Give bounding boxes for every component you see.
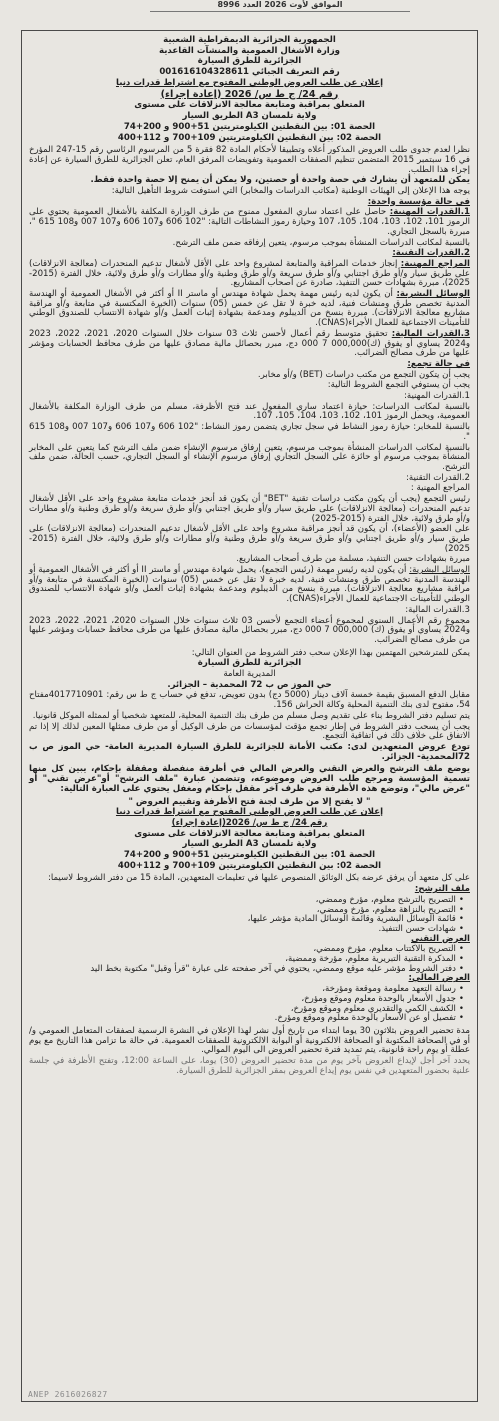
single-human-text: أن يكون لديه رئيس مهمة يحمل شهادة مهندس أو ماستر II أو أكثر في الأشغال العمومية أو الهندسة المدنية تخصص طرق ومنشآت فنية، لديه خبرة لا تقل عن خمس (05) سنوات (الخبرة المكتسبة في متابعة و/أو مراقبة مشاريع معالجة الانزلاقات). مبررة بنسخ من الديبلوم ومدعمة بشهادة إثبات العمل و/أو شهادة الانتساب للصندوق الوطني للتأمينات الاجتماعية للعمال الأجراء(CNAS).	[29, 289, 470, 329]
list-item: • المذكرة التقنية التبريرية معلوم، مؤرخة وممضية،	[29, 955, 464, 965]
group-references-label: المراجع المهنية :	[410, 483, 470, 494]
candidature-list	[29, 896, 470, 935]
list-item: • الكشف الكمي والتقديري معلوم وموقع ومؤرخ،	[29, 1005, 464, 1015]
award-rule: يمكن للمتعهد أن يشارك في حصة واحدة أو حصتين، ولا يمكن أن يمنح إلا حصة واحدة فقط.	[90, 175, 470, 186]
agency-line: الجزائرية للطرق السيارة	[197, 56, 302, 67]
group-conditions-intro: يجب أن يستوفي التجمع الشروط التالية:	[327, 380, 470, 391]
group-human-label: الوسائل البشرية:	[409, 565, 470, 576]
lot-2: الحصة 02: بين النقطتين الكيلومتريتين 109+700 و 112+400	[117, 132, 382, 143]
list-item: • رسالة التعهد معلومة وموقعة ومؤرخة،	[29, 985, 464, 995]
financial-offer-heading: العرض المالي:	[408, 973, 470, 984]
list-item: • التصريح بالاكتتاب معلوم، مؤرخ وممضي،	[29, 945, 464, 955]
announcement-subject: المتعلق بمراقبة ومتابعة معالجة الانزلاقات على مستوى	[134, 100, 365, 111]
announcement-location: ولاية تلمسان A3 الطريق السيار	[182, 111, 317, 122]
single-professional	[29, 208, 470, 237]
group-financial-text: مجموع رقم الأعمال السنوي لمجموع أعضاء التجمع لأحسن 03 ثلاث سنوات خلال السنوات 2020، 2021، 2022، 2023 و2024 يساوي أو يفوق (ك) 000,000 7 000 دج، مبرر بحصائل مالية مصادق عليها من طرف محافظ حسابات ومؤشر عليها من طرف مصالح الضرائب.	[29, 615, 471, 645]
single-firm-heading: في حالة مؤسسة واحدة:	[367, 196, 470, 207]
anep-code: ANEP 2616026827	[28, 1390, 108, 1399]
envelope-lot-1: الحصة 01: بين النقطتين الكيلومتريتين 51+900 و 200+74	[123, 850, 376, 861]
envelope-notice: " لا يفتح إلا من طرف لجنة فتح الأظرفة وتقييم العروض "	[128, 796, 371, 807]
list-item: • شهادات حسن التنفيذ.	[29, 925, 464, 935]
envelope-reference: رقم 24/ ج ط س/ 2026(إعادة إجراء)	[171, 817, 328, 828]
withdrawal-group-rule: يجب أن يسحب دفتر الشروط في إطار تجمع مؤقت لمؤسسات من طرف الوكيل أو من طرف ممثلها المعين لذلك إلا إذا تم الاتفاق على خلاف ذلك في اتفاقية التجمع.	[29, 721, 470, 742]
intro-context: نظرا لعدم جدوى طلب العروض المذكور أعلاه وتطبيقا لأحكام المادة 82 فقرة 5 من المرسوم الرئاسي رقم 15-247 المؤرخ في 16 سبتمبر 2015 المتضمن تنظيم الصفقات العمومية وتفويضات المرفق العام، تعلن الجزائرية للطرق السيارة عن إعادة إجراء هذا الطلب.	[29, 145, 470, 175]
group-decree-note: بالنسبة لمكاتب الدراسات المنشأة بموجب مرسوم، يتعين إرفاق مرسوم الإنشاء ضمن ملف الترشح كما يتعين على المخابر المنشأة بموجب مرسوم أو حائزة على السجل التجاري إرفاق مرسوم الإنشاء أو السجل التجاري، حسب الحالة، ضمن ملف الترشح.	[29, 442, 470, 472]
withdrawal-intro: يمكن للمترشحين المهتمين بهذا الإعلان سحب دفتر الشروط من العنوان التالي:	[191, 647, 470, 658]
single-references-text: إنجاز خدمات المراقبة والمتابعة لمشروع واحد على الأقل لأشغال تدعيم المنحدرات (معالجة الانزلاقات) على طريق سيار و/أو طرق اجتنابي و/أو طرق سريعة و/أو طرق وطنية و/أو مطارات و/أو طرق ولائية، خلال الفترة (2015-2025)، مبررة بشهادات حسن التنفيذ، صادرة عن أصحاب المشاريع.	[29, 258, 470, 289]
single-human	[29, 290, 470, 329]
list-item: • التصريح بالترشح معلوم، مؤرخ وممضي،	[29, 896, 464, 906]
list-item: • قائمة الوسائل البشرية وقائمة الوسائل المادية مؤشر عليها،	[29, 915, 464, 925]
ministry-line: وزارة الأشغال العمومية والمنشآت القاعدية	[158, 45, 340, 56]
list-item: • دفتر الشروط مؤشر عليه موقع وممضي، يحتوي في آخر صفحته على عبارة "قرأ وقبل" مكتوبة بخط اليد	[29, 965, 464, 975]
group-technical-heading: 2.القدرات التقنية:	[405, 472, 470, 483]
envelope-location: ولاية تلمسان A3 الطريق السيار	[182, 839, 317, 850]
single-technical-heading: 2.القدرات التقنية:	[392, 248, 470, 259]
envelope-subject: المتعلق بمراقبة ومتابعة معالجة الانزلاقات على مستوى	[134, 828, 365, 839]
single-professional-text: حاصل على اعتماد ساري المفعول ممنوح من طرف الوزارة المكلفة بالأشغال العمومية يحتوي على الرموز 101، 102، 103، 104، 105، 107 وحيازة رموز النشاطات التالية: "102 606 و107 606 و107 007 و108 615 "، مبررة بالسجل التجاري.	[29, 207, 470, 237]
announcement-title: إعلان عن طلب العروض الوطني المفتوح مع اشتراط قدرات دنيا	[115, 77, 384, 88]
single-financial	[29, 330, 470, 359]
eligibility-intro: يوجه هذا الإعلان إلى الهيئات الوطنية (مكاتب الدراسات والمخابر) التي استوفت شروط التأهيل التالية:	[111, 186, 470, 197]
envelope-instructions: يوضع ملف الترشح والعرض التقني والعرض المالي في أظرفة منفصلة ومقفلة بإحكام، يبين كل منها تسمية المؤسسة ومرجع طلب العروض وموضوعه، وتتضمن عبارة "ملف الترشح" أو"عرض تقني" أو "عرض مالي"، وتوضع هذه الأظرفة في ظرف آخر مقفل بإحكام ومغفل يحتوي على العبارة التالية:	[29, 764, 470, 794]
group-human-text: أن يكون لديه رئيس مهمة (رئيس التجمع)، يحمل شهادة مهندس أو ماستر II أو أكثر في الأشغال العمومية أو الهندسة المدنية تخصص طرق ومنشآت فنية، لديه خبرة لا تقل عن خمس (05) سنوات (الخبرة المكتسبة في متابعة و/أو مراقبة مشاريع معالجة الانزلاقات). مبررة بنسخ من الديبلوم ومدعمة بشهادة إثبات العمل و/أو شهادة الانتساب للصندوق الوطني للتأمينات الاجتماعية للعمال الأجراء(CNAS).	[28, 565, 470, 605]
list-item: • جدول الأسعار بالوحدة معلوم وموقع ومؤرخ،	[29, 995, 464, 1005]
withdrawal-department: المديرية العامة	[223, 669, 276, 680]
envelope-lot-2: الحصة 02: بين النقطتين الكيلومتريتين 109+700 و 112+400	[117, 860, 382, 871]
single-decree-note: بالنسبة لمكاتب الدراسات المنشأة بموجب مرسوم، يتعين إرفاقه ضمن ملف الترشح.	[172, 237, 470, 248]
withdrawal-payment: مقابل الدفع المسبق بقيمة خمسة آلاف دينار (5000 دج) بدون تعويض، تدفع في حساب ج ط س رقم: 4017710901مفتاح 54، مفتوح لدى بنك التنمية المحلية وكالة الحراش 156.	[29, 690, 470, 711]
group-financial-label: 3.القدرات المالية:	[405, 604, 470, 615]
candidature-heading: ملف الترشح:	[414, 884, 470, 895]
single-human-label: الوسائل البشرية:	[396, 289, 471, 300]
preparation-period: مدة تحضير العروض بثلاثون 30 يوما ابتداء من تاريخ أول نشر لهذا الإعلان في النشرة الرسمية لصفقات المتعامل العمومي و/ أو في الصحافة المكتوبة أو الصحافة الالكترونية أو البوابة الالكترونية للصفقات العمومية. في حالة ما تزامن هذا التاريخ مع يوم عطلة أو يوم راحة قانونية، يتم تمديد فترة تحضير العروض الى اليوم الموالي.	[29, 1025, 470, 1056]
announcement-frame	[21, 30, 478, 1402]
single-financial-label: 3.القدرات المالية:	[391, 328, 470, 339]
tax-id: رقم التعريف الجبائي 001616104328611	[159, 67, 340, 78]
group-references-proof: مبررة بشهادات حسن التنفيذ، مسلمة من طرف أصحاب المشاريع.	[236, 554, 470, 565]
group-professional-labs: بالنسبة للمخابر: حيازة رموز النشاط في سجل تجاري يتضمن رموز النشاط: "102 606 و107 606 و107 007 و108 615 ".	[29, 422, 471, 442]
withdrawal-address: حي الموز ص ب 72 المحمدية – الجزائر.	[167, 679, 332, 690]
withdrawal-deposit: تودع عروض المتعهدين لدى: مكتب الأمانة للجزائرية للطرق السيارة المديرية العامة- حي الموز ص ب 72المحمدية- الجزائر.	[29, 741, 470, 762]
masthead-issue-line: الموافق لأوت 2026 العدد 8996	[150, 0, 410, 12]
group-composition: يجب أن يتكون التجمع من مكتب دراسات (BET) و/أو مخابر.	[257, 369, 470, 380]
group-human	[29, 566, 470, 605]
documents-intro: على كل متعهد أن يرفق عرضه بكل الوثائق المنصوص عليها في تعليمات المتعهدين، المادة 15 من دفتر الشروط لاسيما:	[47, 873, 470, 884]
list-item: • التصريح بالنزاهة معلوم، مؤرخ وممضي،	[29, 906, 464, 916]
withdrawal-org: الجزائرية للطرق السيارة	[197, 658, 302, 669]
financial-offer-list	[29, 985, 470, 1024]
group-references-members: على العضو (الأعضاء)، أن يكون قد أنجز مراقبة مشروع واحد على الأقل لأشغال تدعيم المنحدرات (معالجة الانزلاقات) على طريق سيار و/أو طريق اجتنابي و/أو طرق سريعة و/أو طرق وطنية و/أو مطارات و/أو طرق ولائية، خلال الفترة (2015-2025)	[29, 524, 470, 554]
list-item: • تفصيل أو عن الأسعار بالوحدة معلوم وموقع ومؤرخ.	[29, 1014, 464, 1024]
group-professional-bet: بالنسبة لمكاتب الدراسات: حيازة اعتماد ساري المفعول عند فتح الأظرفة، مسلم من طرف الوزارة المكلفة بالأشغال العمومية، ويحمل الرموز 101، 102، 103، 104، 105، 107.	[29, 401, 470, 422]
opening-session: يحدد آخر أجل لإيداع العروض بآخر يوم من مدة تحضير العروض (30) يوما، على الساعة 12:00، وتفتح الأظرفة في جلسة علنية بحضور المتعهدين في نفس يوم إيداع العروض بمقر الجزائرية للطرق السيارة.	[29, 1056, 470, 1076]
technical-offer-list	[29, 945, 470, 974]
announcement-reference: رقم 24/ ج ط س/ 2026 (إعادة إجراء)	[160, 88, 339, 100]
single-references-label: المراجع المهنية:	[400, 258, 470, 269]
single-financial-text: تحقيق متوسط رقم أعمال لأحسن ثلاث 03 سنوات خلال السنوات 2020، 2021، 2022، 2023 و2024 يساوي أو يفوق (ك)000,000 7 000 دج، مبرر بحصائل مالية مصادق عليها من طرف محافظ الحسابات ومؤشر عليها من طرف مصالح الضرائب.	[29, 328, 470, 359]
group-professional-label: 1.القدرات المهنية:	[403, 391, 470, 402]
technical-offer-heading: العرض التقني	[411, 933, 470, 944]
single-professional-label: 1.القدرات المهنية:	[389, 207, 470, 218]
announcement-body	[29, 36, 470, 1076]
withdrawal-delivery: يتم تسليم دفتر الشروط بناء على تقديم وصل مسلم من طرف بنك التنمية المحلية، للمتعهد شخصيا أو لممثله الموكل قانونيا.	[32, 710, 470, 721]
single-references	[29, 260, 470, 289]
group-heading: في حالة تجمع:	[407, 358, 470, 369]
envelope-title: إعلان عن طلب العروض الوطني المفتوح مع اشتراط قدرات دنيا	[115, 807, 384, 818]
group-references-leader: رئيس التجمع (يجب أن يكون مكتب دراسات تقنية "BET" أن يكون قد أنجز خدمات متابعة مشروع واحد على الأقل لأشغال تدعيم المنحدرات (معالجة الانزلاقات) على طريق سيار و/أو طريق اجتنابي و/أو طرق سريعة و/أو طرق وطنية و/أو مطارات و/أو طرق ولائية، خلال الفترة (2015-2025)	[29, 494, 471, 524]
republic-line: الجمهورية الجزائرية الديمقراطية الشعبية	[163, 35, 336, 45]
lot-1: الحصة 01: بين النقطتين الكيلومتريتين 51+900 و 200+74	[123, 121, 376, 132]
